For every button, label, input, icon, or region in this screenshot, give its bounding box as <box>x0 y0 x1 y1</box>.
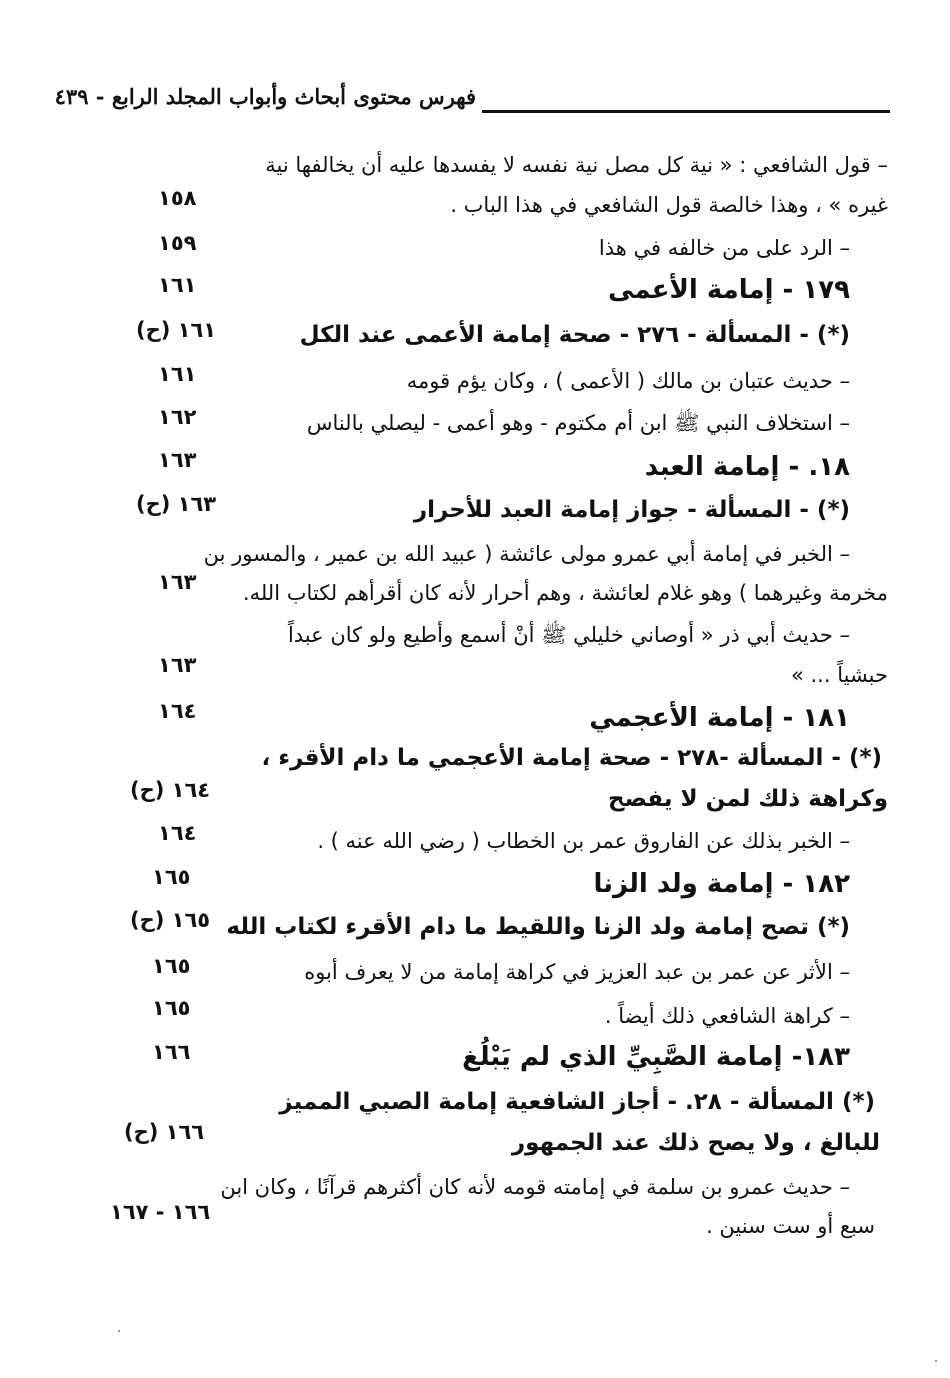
index-entry-line: – قول الشافعي : « نية كل مصل نية نفسه لا يفسدها عليه أن يخالفها نية <box>265 153 888 177</box>
index-entry-line: غيره » ، وهذا خالصة قول الشافعي في هذا الباب . <box>450 193 888 217</box>
section-heading: ١٨١ - إمامة الأعجمي <box>589 703 850 733</box>
index-entry-line: – الرد على من خالفه في هذا <box>598 236 850 260</box>
index-entry-line: – الخبر في إمامة أبي عمرو مولى عائشة ( عبيد الله بن عمير ، والمسور بن <box>203 542 850 566</box>
page-number: ١٥٨ <box>158 186 197 210</box>
page-number: ١٦١ <box>158 362 197 386</box>
index-entry-line: – حديث أبي ذر « أوصاني خليلي ﷺ أنْ أسمع وأطيع ولو كان عبداً <box>287 623 850 647</box>
page-number: ١٦٥ <box>152 996 191 1020</box>
scan-speck <box>935 1360 937 1362</box>
index-entry-line: – كراهة الشافعي ذلك أيضاً . <box>604 1004 850 1028</box>
index-entry-line: – الأثر عن عمر بن عبد العزيز في كراهة إمامة من لا يعرف أبوه <box>304 960 850 984</box>
page-number: ١٦٣ <box>158 653 197 677</box>
index-entry-line: – استخلاف النبي ﷺ ابن أم مكتوم - وهو أعمى - ليصلي بالناس <box>306 411 850 435</box>
page-number: ١٥٩ <box>158 231 197 255</box>
index-entry-line: – الخبر بذلك عن الفاروق عمر بن الخطاب ( رضي الله عنه ) . <box>317 829 850 853</box>
page-number: ١٦٥ <box>152 865 191 889</box>
header-title: فهرس محتوى أبحاث وأبواب المجلد الرابع - ٤٣٩ <box>54 84 476 109</box>
page-number: ١٦٤ (ح) <box>130 778 211 802</box>
page-number: ١٦٣ (ح) <box>136 492 217 516</box>
page-number: ١٦١ <box>158 273 197 297</box>
index-entry-line: سبع أو ست سنين . <box>706 1214 875 1238</box>
section-heading: ١٨٢ - إمامة ولد الزنا <box>593 869 850 899</box>
page-header <box>54 84 890 124</box>
issue-entry-line: (*) تصح إمامة ولد الزنا واللقيط ما دام الأقرء لكتاب الله <box>226 914 850 940</box>
issue-entry-line: (*) - المسألة - جواز إمامة العبد للأحرار <box>413 497 850 523</box>
index-entry-line: – حديث عمرو بن سلمة في إمامته قومه لأنه كان أكثرهم قرآنًا ، وكان ابن <box>220 1175 850 1199</box>
page-number: ١٦٢ <box>158 405 197 429</box>
page-number: ١٦٦ - ١٦٧ <box>110 1200 211 1224</box>
section-heading: ١٨. - إمامة العبد <box>644 452 850 482</box>
page-number: ١٦٣ <box>158 570 197 594</box>
header-rule <box>482 110 890 113</box>
section-heading: ١٧٩ - إمامة الأعمى <box>608 275 850 305</box>
page-number: ١٦٥ <box>152 954 191 978</box>
issue-entry-line: وكراهة ذلك لمن لا يفصح <box>608 786 888 812</box>
index-entry-line: حبشياً ... » <box>790 663 888 687</box>
issue-entry-line: (*) - المسألة -٢٧٨ - صحة إمامة الأعجمي ما دام الأقرء ، <box>261 745 882 771</box>
page-number: ١٦٦ (ح) <box>124 1120 205 1144</box>
issue-entry-line: (*) - المسألة - ٢٧٦ - صحة إمامة الأعمى عند الكل <box>299 322 850 348</box>
page-number: ١٦٤ <box>158 699 197 723</box>
issue-entry-line: (*) المسألة - ٢٨. - أجاز الشافعية إمامة الصبي المميز <box>279 1089 875 1115</box>
page-number: ١٦٣ <box>158 448 197 472</box>
page-number: ١٦١ (ح) <box>136 318 217 342</box>
page-number: ١٦٦ <box>152 1040 191 1064</box>
page-number: ١٦٥ (ح) <box>130 908 211 932</box>
issue-entry-line: للبالغ ، ولا يصح ذلك عند الجمهور <box>511 1130 880 1156</box>
section-heading: ١٨٣- إمامة الصَّبِيِّ الذي لم يَبْلُغ <box>462 1042 850 1072</box>
scan-speck <box>118 1330 120 1332</box>
page-number: ١٦٤ <box>158 821 197 845</box>
index-entry-line: – حديث عتبان بن مالك ( الأعمى ) ، وكان يؤم قومه <box>406 369 850 393</box>
index-entry-line: مخرمة وغيرهما ) وهو غلام لعائشة ، وهم أحرار لأنه كان أقرأهم لكتاب الله. <box>242 581 888 605</box>
